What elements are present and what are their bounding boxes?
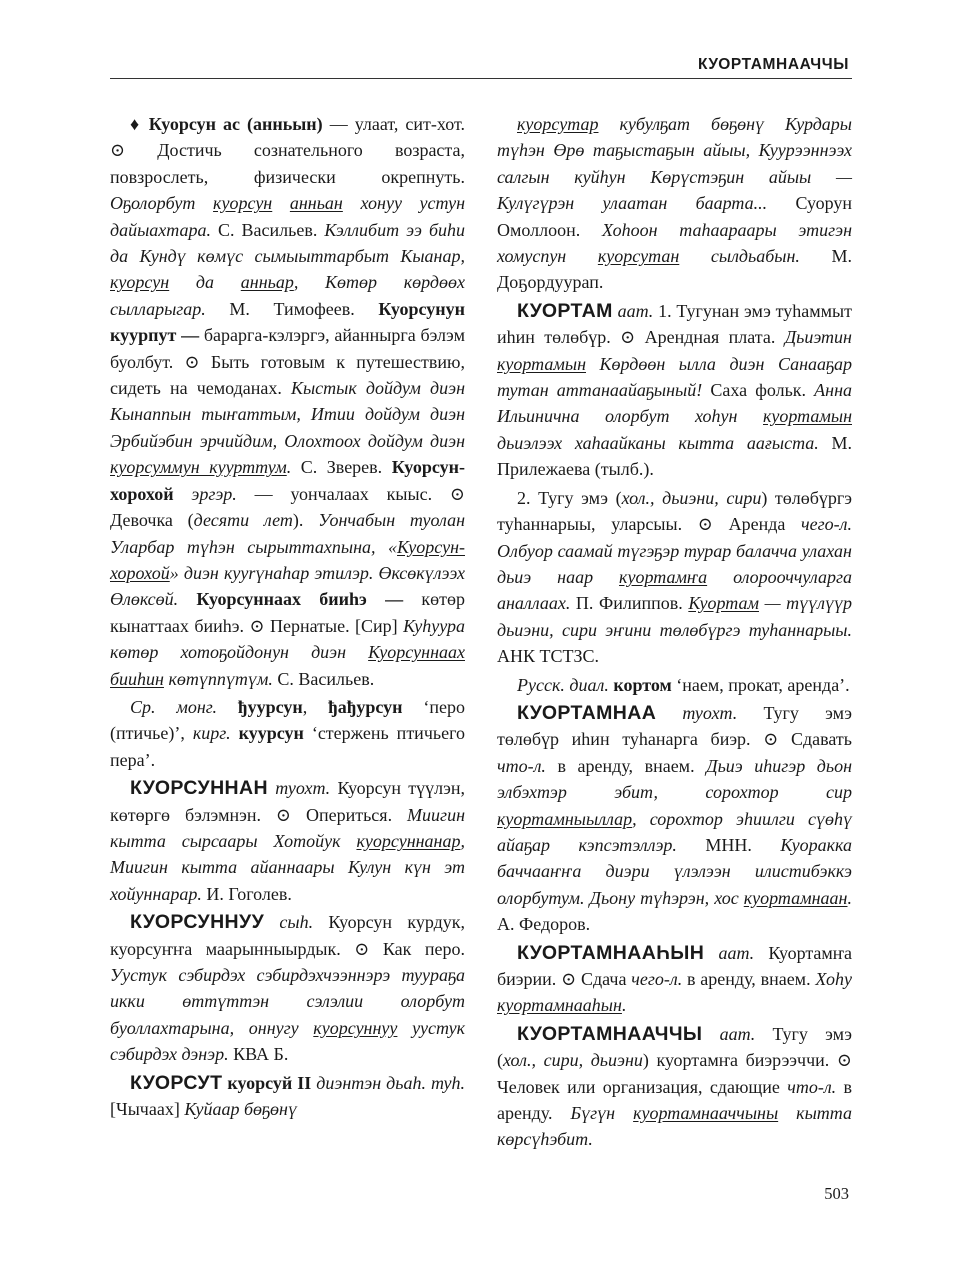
example-keyword: Куорсун-хорохой (110, 536, 465, 583)
example-keyword: куорсун (110, 272, 170, 293)
body-text: бараргa-кэлэргэ, айаннырга бэлэм буолбут. ⊙ Быть готовым к путешествию, сидеть на чемоданах. (110, 325, 465, 399)
example-keyword: Куортам (688, 593, 759, 614)
italic-text: , Көтөр көрдөөх сылларыгар. (110, 272, 466, 319)
body-text: Тугу эмэ ( (497, 1023, 852, 1071)
body-text: ‘наем, прокат, аренда’. (671, 674, 850, 695)
italic-text: кубулҕат бөҕөнү Курдары түһэн Өрө таҕыстаҕын айыы, Кууpээннээх салгын куйһун Көрүстэҕин айыы — Кулүгүрэн улаатан баарта... (497, 114, 852, 214)
bold-term: Куорсунун куурпут — (110, 298, 465, 346)
italic-text: туохт. (656, 702, 738, 723)
italic-text: кирг. (192, 723, 231, 744)
body-text: , (302, 696, 329, 717)
italic-text: чего-л. (801, 514, 852, 535)
italic-text: Кэллибит ээ биһи да Кундү көмүс сымыыттарбыт Кыанар, (110, 219, 465, 267)
italic-text: , Миигин кытта айаннаары Кулун күн эт хойуннарар. (110, 830, 465, 904)
italic-text: Миигин кытта сырсаары Хотойук (110, 804, 465, 851)
italic-text: олорооччуларга аналлаах. (497, 566, 852, 614)
body-text: Куорсун түүлэн, көтөргө бэлэмнэн. ⊙ Опериться. (110, 778, 465, 825)
italic-text: Хоһоон таһаараары этигэн хомуспун (497, 219, 853, 267)
italic-text: сылдьабын. (679, 246, 800, 267)
body-text (231, 723, 239, 743)
body-text: Куортамҥа биэрии. ⊙ Сдача (497, 942, 853, 989)
bold-term: куурсун (238, 723, 304, 744)
italic-text: көтүппүтүм. (163, 668, 273, 689)
example-keyword: куортамҥа (619, 566, 708, 587)
example-keyword: куортамын (497, 353, 586, 374)
body-text: МНН. (676, 834, 781, 855)
left-column-entry (110, 909, 465, 1067)
right-column-entry (497, 700, 852, 938)
bold-term: ♦ (130, 114, 149, 134)
italic-text: десяти лет (193, 510, 293, 531)
example-keyword: анньар (240, 272, 294, 293)
bold-term: Куорсун-хорохой (110, 457, 465, 504)
bold-term: ђуурсун (237, 696, 303, 717)
bold-term: кортом (613, 674, 672, 695)
example-keyword: куорсутан (597, 246, 680, 267)
italic-text: Көрдөөн ылла диэн Санааҕар тутан аттанаайаҕыный! (497, 353, 852, 401)
running-header: КУОРТАМНААЧЧЫ (697, 56, 849, 73)
right-column-entry (497, 672, 852, 698)
italic-text: кытта көрсүһэбит. (497, 1103, 853, 1150)
italic-text: Анна Ильинична олорбут хоһун (497, 380, 853, 427)
italic-text: Куһуура көтөр хотоҕойдонун диэн (110, 615, 465, 663)
body-text: в аренду. (497, 1076, 853, 1124)
italic-text: дьиэлээх хаһаайканы кытта аағыста. (497, 432, 819, 453)
body-text: в аренду, внаем. (682, 969, 816, 989)
italic-text: хол., дьиэни, сири (621, 487, 762, 508)
italic-text: Бүгүн (570, 1103, 634, 1124)
headword: КУОРТАМ (517, 299, 613, 322)
body-text: — уончалаах кыыс. ⊙ Девочка ( (110, 483, 465, 531)
italic-text: аат. (612, 300, 654, 321)
example-keyword: куортамын (763, 406, 852, 427)
bold-term: Куорсуннаах бииһэ — (196, 589, 404, 610)
italic-text: . (621, 995, 627, 1016)
body-text: АНК ТСТЗС. (497, 646, 600, 667)
body-text: М. Доҕордуурап. (497, 246, 852, 293)
italic-text: хол., сири, дьиэни (503, 1050, 643, 1071)
right-column-entry (497, 485, 852, 670)
body-text: Тугу эмэ төлөбүр иһин туһанарга биэр. ⊙ Сдавать (497, 702, 852, 750)
body-text: А. Федоров. (497, 914, 591, 935)
body-text: И. Гоголев. (201, 883, 292, 904)
italic-text: уустук сэбирдэх дэнэр. (110, 1017, 465, 1065)
example-keyword: куортамныыллар (497, 808, 633, 829)
body-text: С. Васильев. (272, 668, 375, 689)
body-text: ‘перо (птичье)’, (110, 696, 466, 744)
italic-text: Дьиэтин (784, 327, 852, 348)
body-text: Суорун Омоллоон. (497, 193, 852, 240)
italic-text: аат. (704, 942, 755, 963)
italic-text: эргэр. (173, 483, 237, 504)
right-column-entry (497, 111, 852, 296)
body-text: ). (292, 510, 319, 531)
body-text: П. Филиппов. (570, 593, 689, 614)
bold-term: ђађурсун (328, 696, 403, 717)
body-text: С. Зверев. (291, 457, 392, 478)
body-text: М. Прилежаева (тылб.). (497, 432, 852, 480)
body-text: М. Тимофеев. (205, 298, 379, 319)
italic-text: Олбуор саамай түгэҕэр турар балачча улахан дьиэ наар (497, 540, 852, 587)
body-text: [Чычаах] (110, 1099, 185, 1120)
headword: КУОРСУННАН (130, 777, 269, 800)
body-text: в аренду, внаем. (545, 755, 707, 776)
body-text: Куорсун курдук, куорсуҥҥа маарынныырдык. ⊙ Как перо. (110, 912, 465, 959)
example-keyword: Куорсуннаах (368, 642, 465, 663)
example-keyword: куортамнаан (743, 887, 848, 908)
example-keyword: куортамнааччыны (633, 1103, 779, 1124)
body-text (217, 697, 238, 717)
italic-text: Кыстык дойдум диэн Кынаппын тыҥаттым, Итии дойдум диэн Эрбийэбин эрчийдим, Олохтоох дойдум диэн (110, 378, 465, 451)
body-text: — улаат, сит-хот. ⊙ Достичь сознательного возраста, повзрослеть, физически окрепнуть. (110, 114, 466, 187)
italic-text: Ср. монг. (130, 696, 218, 717)
italic-text: туохт. (268, 778, 331, 799)
italic-text: что-л. (787, 1076, 837, 1097)
italic-text: хонуу устун дайыахтара. (110, 193, 465, 240)
italic-text: . (286, 457, 292, 478)
example-keyword: куорсуннанар (356, 830, 461, 851)
bold-term: куорсуй II (227, 1072, 312, 1093)
example-keyword: куорсуммун куурттум (110, 457, 287, 478)
example-keyword: бииһин (110, 668, 164, 689)
italic-text: да (169, 272, 241, 293)
header-rule (110, 78, 852, 79)
right-column (497, 111, 852, 1153)
example-keyword: куорсун (213, 193, 273, 214)
left-column-entry (110, 775, 465, 907)
page-number: 503 (824, 1184, 849, 1203)
example-keyword: куортамнааһын (497, 995, 622, 1016)
italic-text: чего-л. (631, 969, 683, 989)
headword: КУОРТАМНААҺЫН (517, 941, 705, 964)
example-keyword: куорсуннуу (313, 1017, 398, 1038)
example-keyword: куорсутар (517, 114, 599, 134)
italic-text: Уончабын туолан Уларбар түһэн сырыттахпына, « (110, 510, 465, 557)
italic-text: Дьиэ иһигэр дьон элбэхтэр эбит, сорохтор сир (497, 755, 852, 803)
body-text: 2. Тугу эмэ ( (517, 487, 622, 508)
body-text: көтөр кынаттаах бииһэ. ⊙ Пернатые. [Сир] (110, 589, 465, 636)
example-keyword: анньан (289, 193, 343, 214)
body-text: 1. Тугунан эмэ туһаммыт иһин төлөбүр. ⊙ Арендная плата. (497, 300, 853, 348)
headword: КУОРСУННУУ (130, 911, 265, 934)
right-column-entry (497, 1021, 852, 1153)
italic-text: аат. (702, 1023, 756, 1044)
italic-text: сыһ. (264, 912, 314, 933)
italic-text: Куйаар бөҕөнү (184, 1099, 297, 1120)
left-column (110, 111, 465, 1122)
left-column-entry (110, 111, 465, 692)
body-text: ) куортамҥа биэрээччи. ⊙ Человек или организация, сдающие (497, 1050, 852, 1097)
left-column-entry (110, 1070, 465, 1123)
italic-text: диэнтэн дьаһ. туһ. (311, 1072, 466, 1093)
italic-text: — түүлүүр дьиэни, сири эҥини төлөбүргэ туһаннарыы. (497, 593, 853, 640)
headword: КУОРСУТ (130, 1071, 223, 1094)
italic-text: » диэн кууrүнаһар этилэр. Өксөкүлээх Өлөксөй. (110, 562, 465, 610)
body-text: ‘стержень птичьего пера’. (110, 723, 465, 770)
left-column-entry (110, 694, 465, 773)
italic-text: что-л. (497, 755, 546, 776)
body-text: ) төлөбүргэ туһаннарыы, уларсыы. ⊙ Аренда (497, 487, 853, 535)
body-text (178, 589, 196, 609)
headword: КУОРТАМНАА (517, 701, 657, 724)
italic-text: . (847, 887, 852, 908)
body-text: КВА Б. (228, 1044, 289, 1065)
right-column-entry (497, 940, 852, 1019)
italic-text: , сорохтор эһиилги сүөһү айаҕар кэпсэтэллэр. (497, 808, 852, 855)
italic-text: Уустук сэбирдэх сэбирдэхчээннэрэ тууpaҕa икки өттүттэн сэлэлии олорбут буоллахтарына, оннугу (110, 965, 465, 1038)
body-text: С. Васильев. (211, 219, 325, 240)
italic-text: Куоракка баччааҥҥа диэри үлэлээн илистибэккэ олорбутум. Дьону түһэрэн, хос (497, 834, 852, 908)
headword: КУОРТАМНААЧЧЫ (517, 1022, 703, 1045)
italic-text: Оҕолорбут (110, 193, 214, 214)
italic-text (272, 193, 290, 213)
right-column-entry (497, 298, 852, 483)
italic-text: Русск. диал. (517, 674, 609, 695)
italic-text: Хоһу (815, 969, 853, 989)
body-text: Саха фольк. (702, 380, 815, 401)
bold-term: Куорсун ас (анньын) (148, 114, 323, 134)
